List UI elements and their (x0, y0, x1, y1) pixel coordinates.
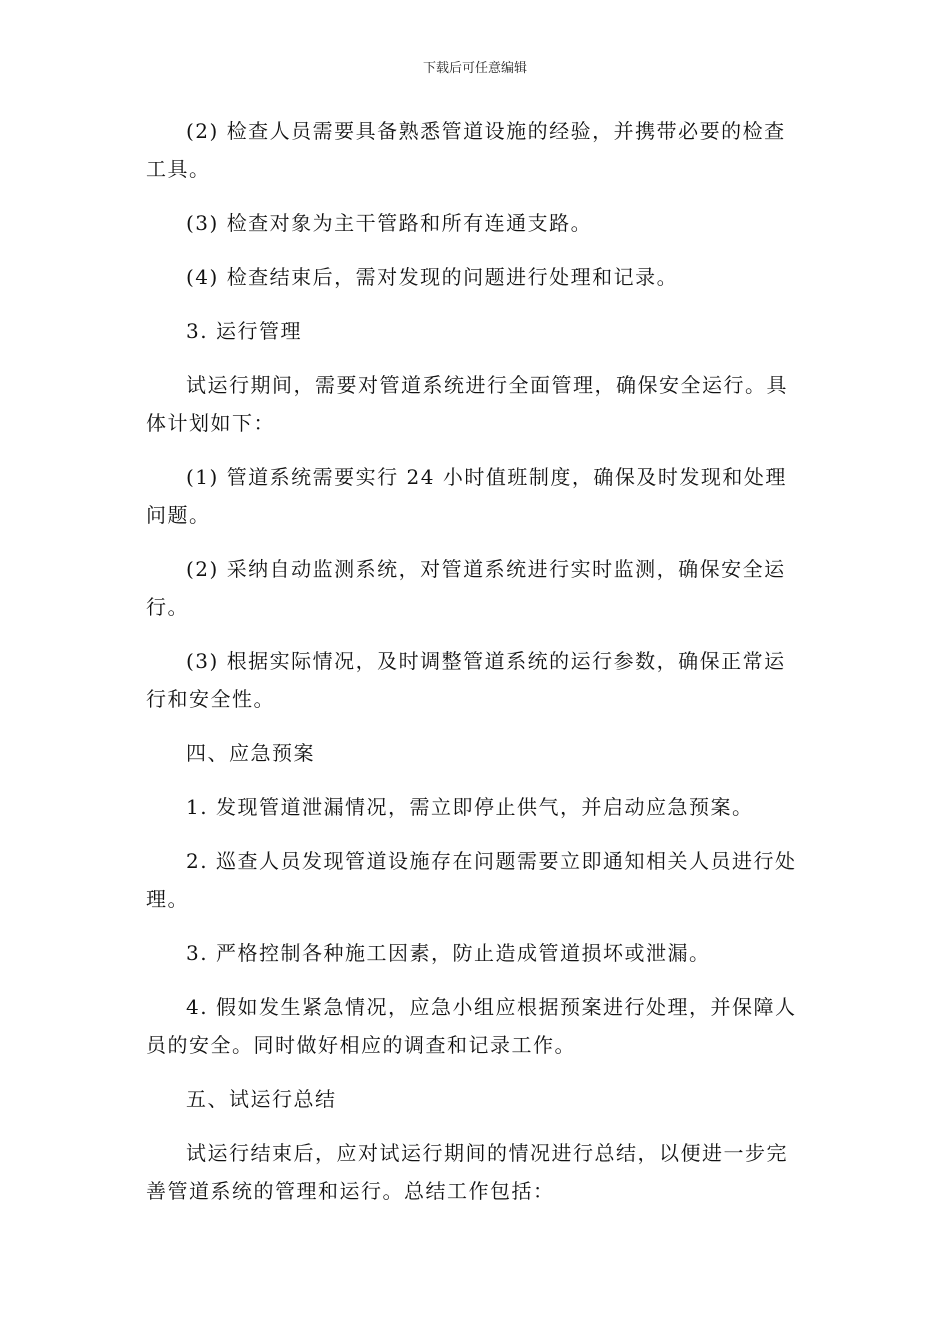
heading-trial-summary: 五、试运行总结 (186, 1087, 337, 1111)
paragraph-inspection-followup: (4) 检查结束后，需对发现的问题进行处理和记录。 (186, 265, 679, 289)
paragraph-inspection-scope: (3) 检查对象为主干管路和所有连通支路。 (186, 211, 593, 235)
document-body (146, 112, 806, 1226)
heading-operation-management: 3. 运行管理 (186, 319, 302, 343)
paragraph-trial-summary: 试运行结束后，应对试运行期间的情况进行总结，以便进一步完善管道系统的管理和运行。总结工作包括： (146, 1141, 788, 1203)
paragraph-emergency-response: 4. 假如发生紧急情况，应急小组应根据预案进行处理，并保障人员的安全。同时做好相应的调查和记录工作。 (146, 995, 797, 1057)
paragraph-inspection-staff: (2) 检查人员需要具备熟悉管道设施的经验，并携带必要的检查工具。 (146, 119, 786, 181)
paragraph-operation-adjustment: (3) 根据实际情况，及时调整管道系统的运行参数，确保正常运行和安全性。 (146, 649, 786, 711)
paragraph-emergency-notify: 2. 巡查人员发现管道设施存在问题需要立即通知相关人员进行处理。 (146, 849, 797, 911)
paragraph-operation-duty: (1) 管道系统需要实行 24 小时值班制度，确保及时发现和处理问题。 (146, 465, 787, 527)
page-header-watermark: 下载后可任意编辑 (422, 61, 527, 76)
paragraph-emergency-leak: 1. 发现管道泄漏情况，需立即停止供气，并启动应急预案。 (186, 795, 754, 819)
paragraph-operation-intro: 试运行期间，需要对管道系统进行全面管理，确保安全运行。具体计划如下： (146, 373, 788, 435)
heading-emergency-plan: 四、应急预案 (186, 741, 315, 765)
paragraph-operation-monitoring: (2) 采纳自动监测系统，对管道系统进行实时监测，确保安全运行。 (146, 557, 786, 619)
paragraph-emergency-construction: 3. 严格控制各种施工因素，防止造成管道损坏或泄漏。 (186, 941, 711, 965)
